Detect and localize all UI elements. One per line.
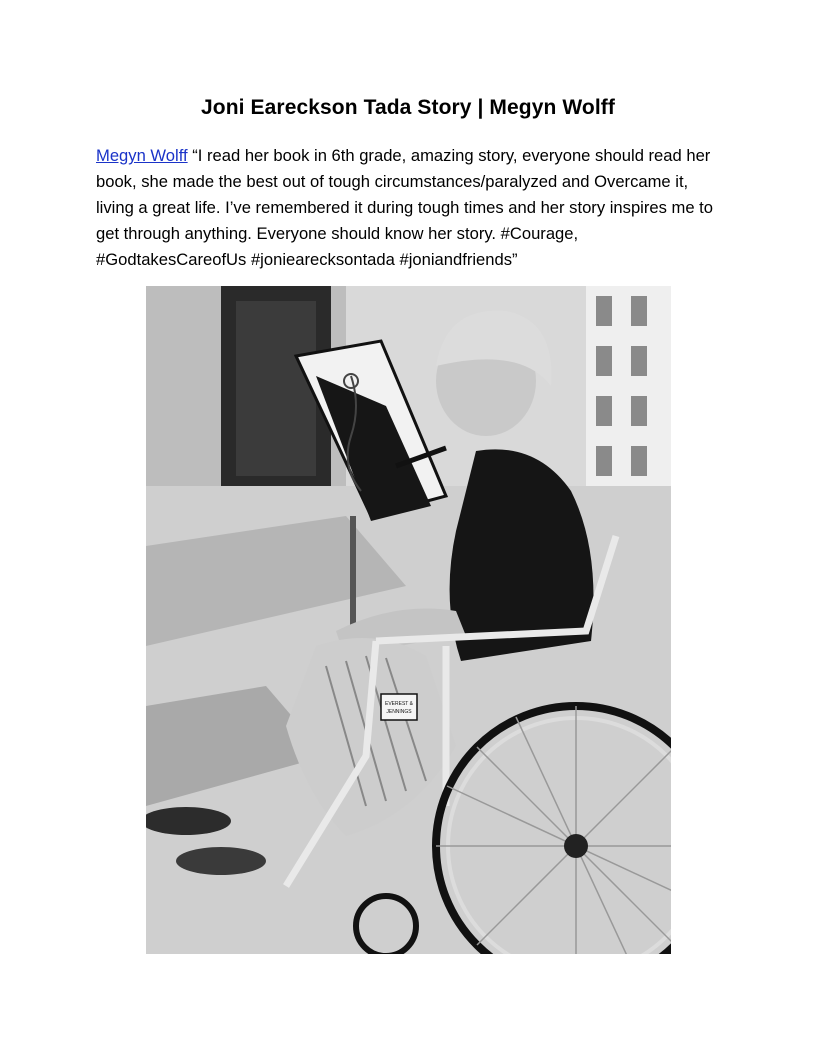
- author-link[interactable]: Megyn Wolff: [96, 146, 188, 165]
- page-title: Joni Eareckson Tada Story | Megyn Wolff: [201, 96, 615, 119]
- photo-joni-painting-in-wheelchair: [146, 286, 671, 954]
- badge-line-2: JENNINGS: [386, 709, 412, 715]
- quote-paragraph: [96, 143, 728, 273]
- wheelchair-badge: [381, 694, 417, 720]
- quote-text: “I read her book in 6th grade, amazing story, everyone should read her book, she made the best out of tough circumstances/paralyzed and Overcame it, living a great life. I’ve remembered it during tough times and her story inspires me to get through anything. Everyone should know her story. #Courage, #GodtakesCareofUs #joniearecksontada #joniandfriends”: [96, 146, 714, 269]
- badge-line-1: EVEREST &: [385, 701, 413, 707]
